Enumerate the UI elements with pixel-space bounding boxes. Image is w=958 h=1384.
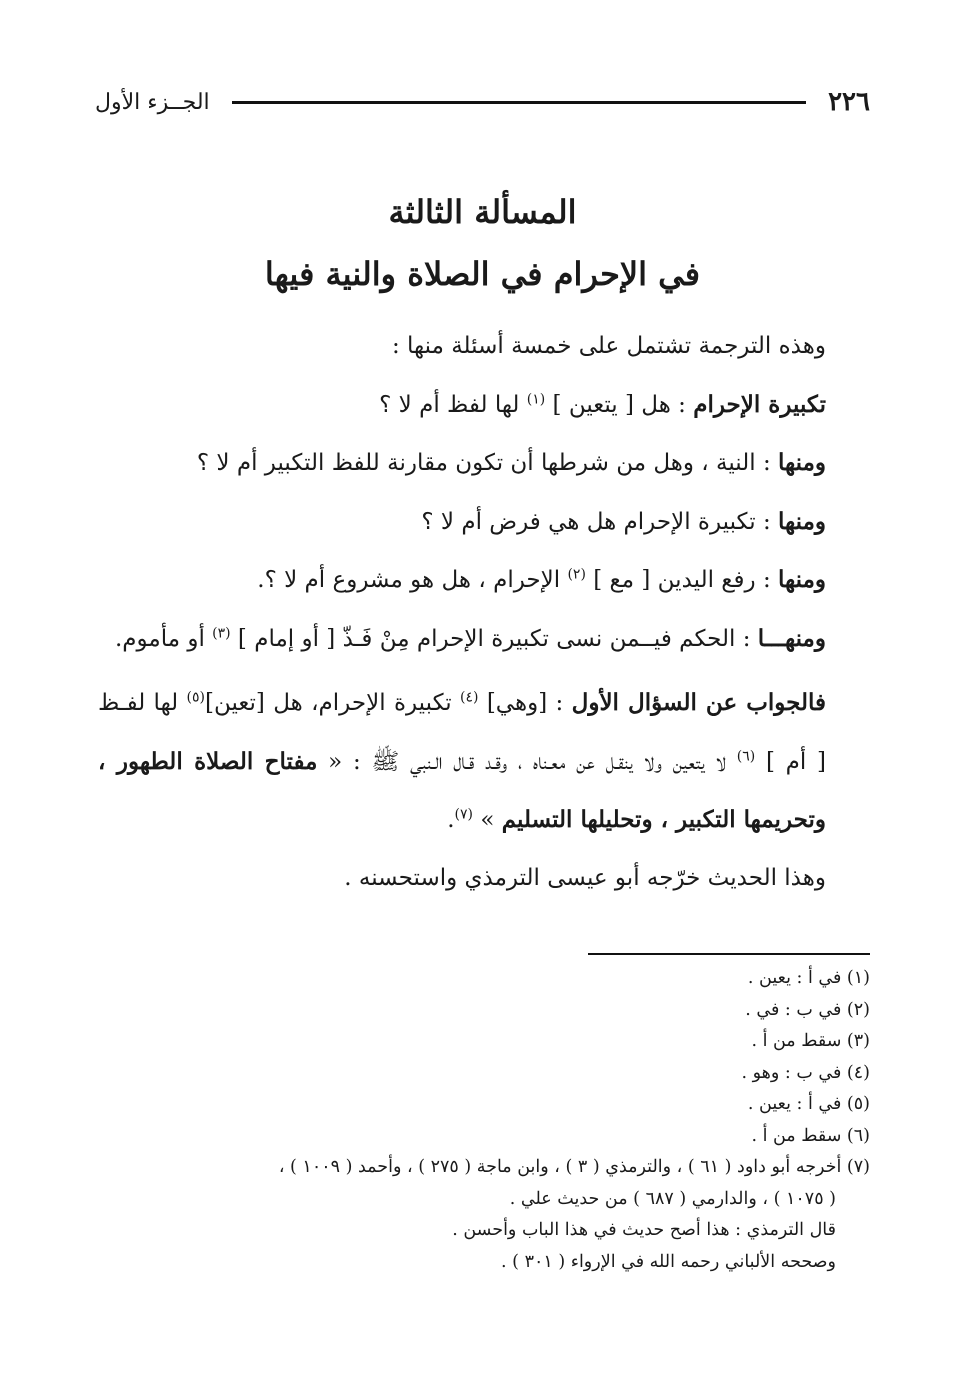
- running-title: الجــزء الأول: [95, 89, 210, 115]
- footnote-7-cont-2: قال الترمذي : هذا أصح حديث في هذا الباب وأحسن .: [452, 1220, 836, 1240]
- footnote-ref: (٢): [567, 566, 586, 583]
- question-5: ومنهـــا : الحكم فيــمن نسى تكبيرة الإحرام مِنْ فَـذّ [ أو إمام ] $^{(٣)}$ أو مأموم.: [114, 624, 826, 652]
- answer-paragraph: فالجواب عن السؤال الأول : [وهي] $^{(٤)}$ تكبيرة الإحرام، هل [تعين]$^{(٥)}$ لها لفـظ [ أم ] $^{(٦)}$ لا يتعين ولا ينقـل عن معـناه ، وقـد قـال الـنبي ﷺ : « مفتاح الصلاة الطهور ، وتحريمها التكبير ، وتحليلها التسليم » $^{(٧)}$.: [98, 689, 827, 833]
- section-title: المسألة الثالثة: [388, 193, 577, 231]
- footnote-5: (٥) في أ : يعين .: [747, 1094, 870, 1114]
- closing-paragraph: وهذا الحديث خرّجه أبو عيسى الترمذي واستحسنه .: [344, 864, 826, 891]
- footnote-separator: [588, 953, 870, 955]
- footnote-ref: (٦): [736, 747, 756, 764]
- footnote-3: (٣) سقط من أ .: [751, 1031, 870, 1051]
- hadith-quote: مفتاح الصلاة الطهور ، وتحريمها التكبير ، وتحليلها التسليم: [98, 747, 826, 833]
- page-number: ٢٢٦: [828, 87, 870, 117]
- footnote-7-cont-3: وصححه الألباني رحمه الله في الإرواء ( ٣٠١ ) .: [501, 1251, 836, 1272]
- footnote-ref: (٥): [186, 689, 205, 706]
- footnote-1: (١) في أ : يعين .: [747, 968, 870, 988]
- intro-paragraph: وهذه الترجمة تشتمل على خمسة أسئلة منها :: [391, 333, 826, 359]
- footnote-6: (٦) سقط من أ .: [751, 1125, 870, 1146]
- footnote-7: (٧) أخرجه أبو داود ( ٦١ ) ، والترمذي ( ٣ ) ، وابن ماجة ( ٢٧٥ ) ، وأحمد ( ١٠٠٩ ) ،: [278, 1157, 870, 1177]
- footnote-2: (٢) في ب : في .: [745, 999, 870, 1020]
- question-3: ومنها : تكبيرة الإحرام هل هي فرض أم لا ؟: [421, 507, 826, 535]
- question-4: ومنها : رفع اليدين [ مع ] $^{(٢)}$ الإحرام ، هل هو مشروع أم لا ؟.: [257, 566, 826, 593]
- footnote-4: (٤) في ب : وهو .: [741, 1062, 870, 1083]
- header-rule: [232, 101, 806, 104]
- footnote-ref: (٣): [212, 624, 231, 641]
- section-subtitle: في الإحرام في الصلاة والنية فيها: [264, 255, 701, 293]
- body-text: [98, 318, 826, 907]
- footnote-ref: (١): [526, 390, 546, 407]
- footnote-7-cont-1: ( ١٠٧٥ ) ، والدارمي ( ٦٨٧ ) من حديث علي .: [509, 1188, 836, 1209]
- question-1: تكبيرة الإحرام : هل [ يتعين ] $^{(١)}$ لها لفظ أم لا ؟: [379, 390, 826, 418]
- footnotes: [105, 963, 870, 1278]
- footnote-ref: (٧): [454, 806, 474, 823]
- page-header: [95, 82, 870, 122]
- footnote-ref: (٤): [460, 689, 479, 706]
- question-2: ومنها : النية ، وهل من شرطها أن تكون مقارنة للفظ التكبير أم لا ؟: [196, 449, 826, 476]
